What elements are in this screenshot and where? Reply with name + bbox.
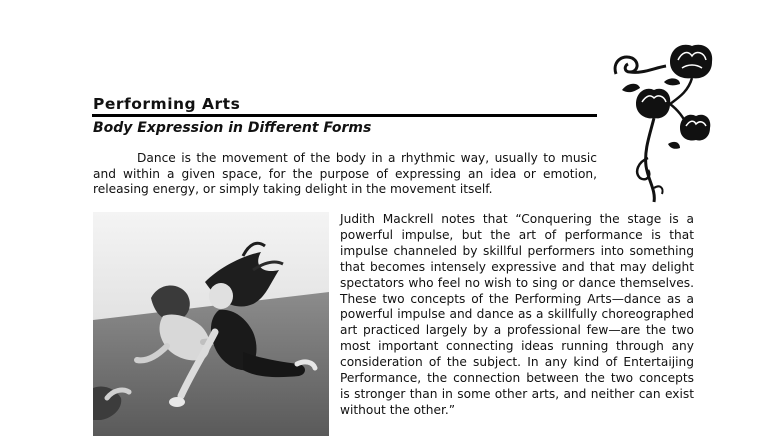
floral-ornament [608,38,718,206]
quote-paragraph: Judith Mackrell notes that “Conquering the stage is a powerful impulse, but the art of performance is that impulse channeled by skillful performers into something that becomes intensely expressive and that may delight spectators who feel no wish to sing or dance themselves. These two concepts of the Performing Arts—dance as a powerful impulse and dance as a skillfully choreographed art practiced largely by a professional few—are the two most important connecting ideas running through any consideration of the subject. In any kind of Entertaijing Performance, the connection between the two concepts is stronger than in some other arts, and neither can exist without the other.” [340,212,694,417]
page-title: Performing Arts [93,95,241,113]
dance-photo [93,212,329,436]
floral-vine-ornament-icon [608,38,718,206]
page-subtitle: Body Expression in Different Forms [93,120,372,136]
intro-paragraph: Dance is the movement of the body in a rhythmic way, usually to music and within a given space, for the purpose of expressing an idea or emotion, releasing energy, or simply taking delight in the movement itself. [93,151,597,197]
title-underline [92,114,597,117]
dance-photo-image [93,212,329,436]
